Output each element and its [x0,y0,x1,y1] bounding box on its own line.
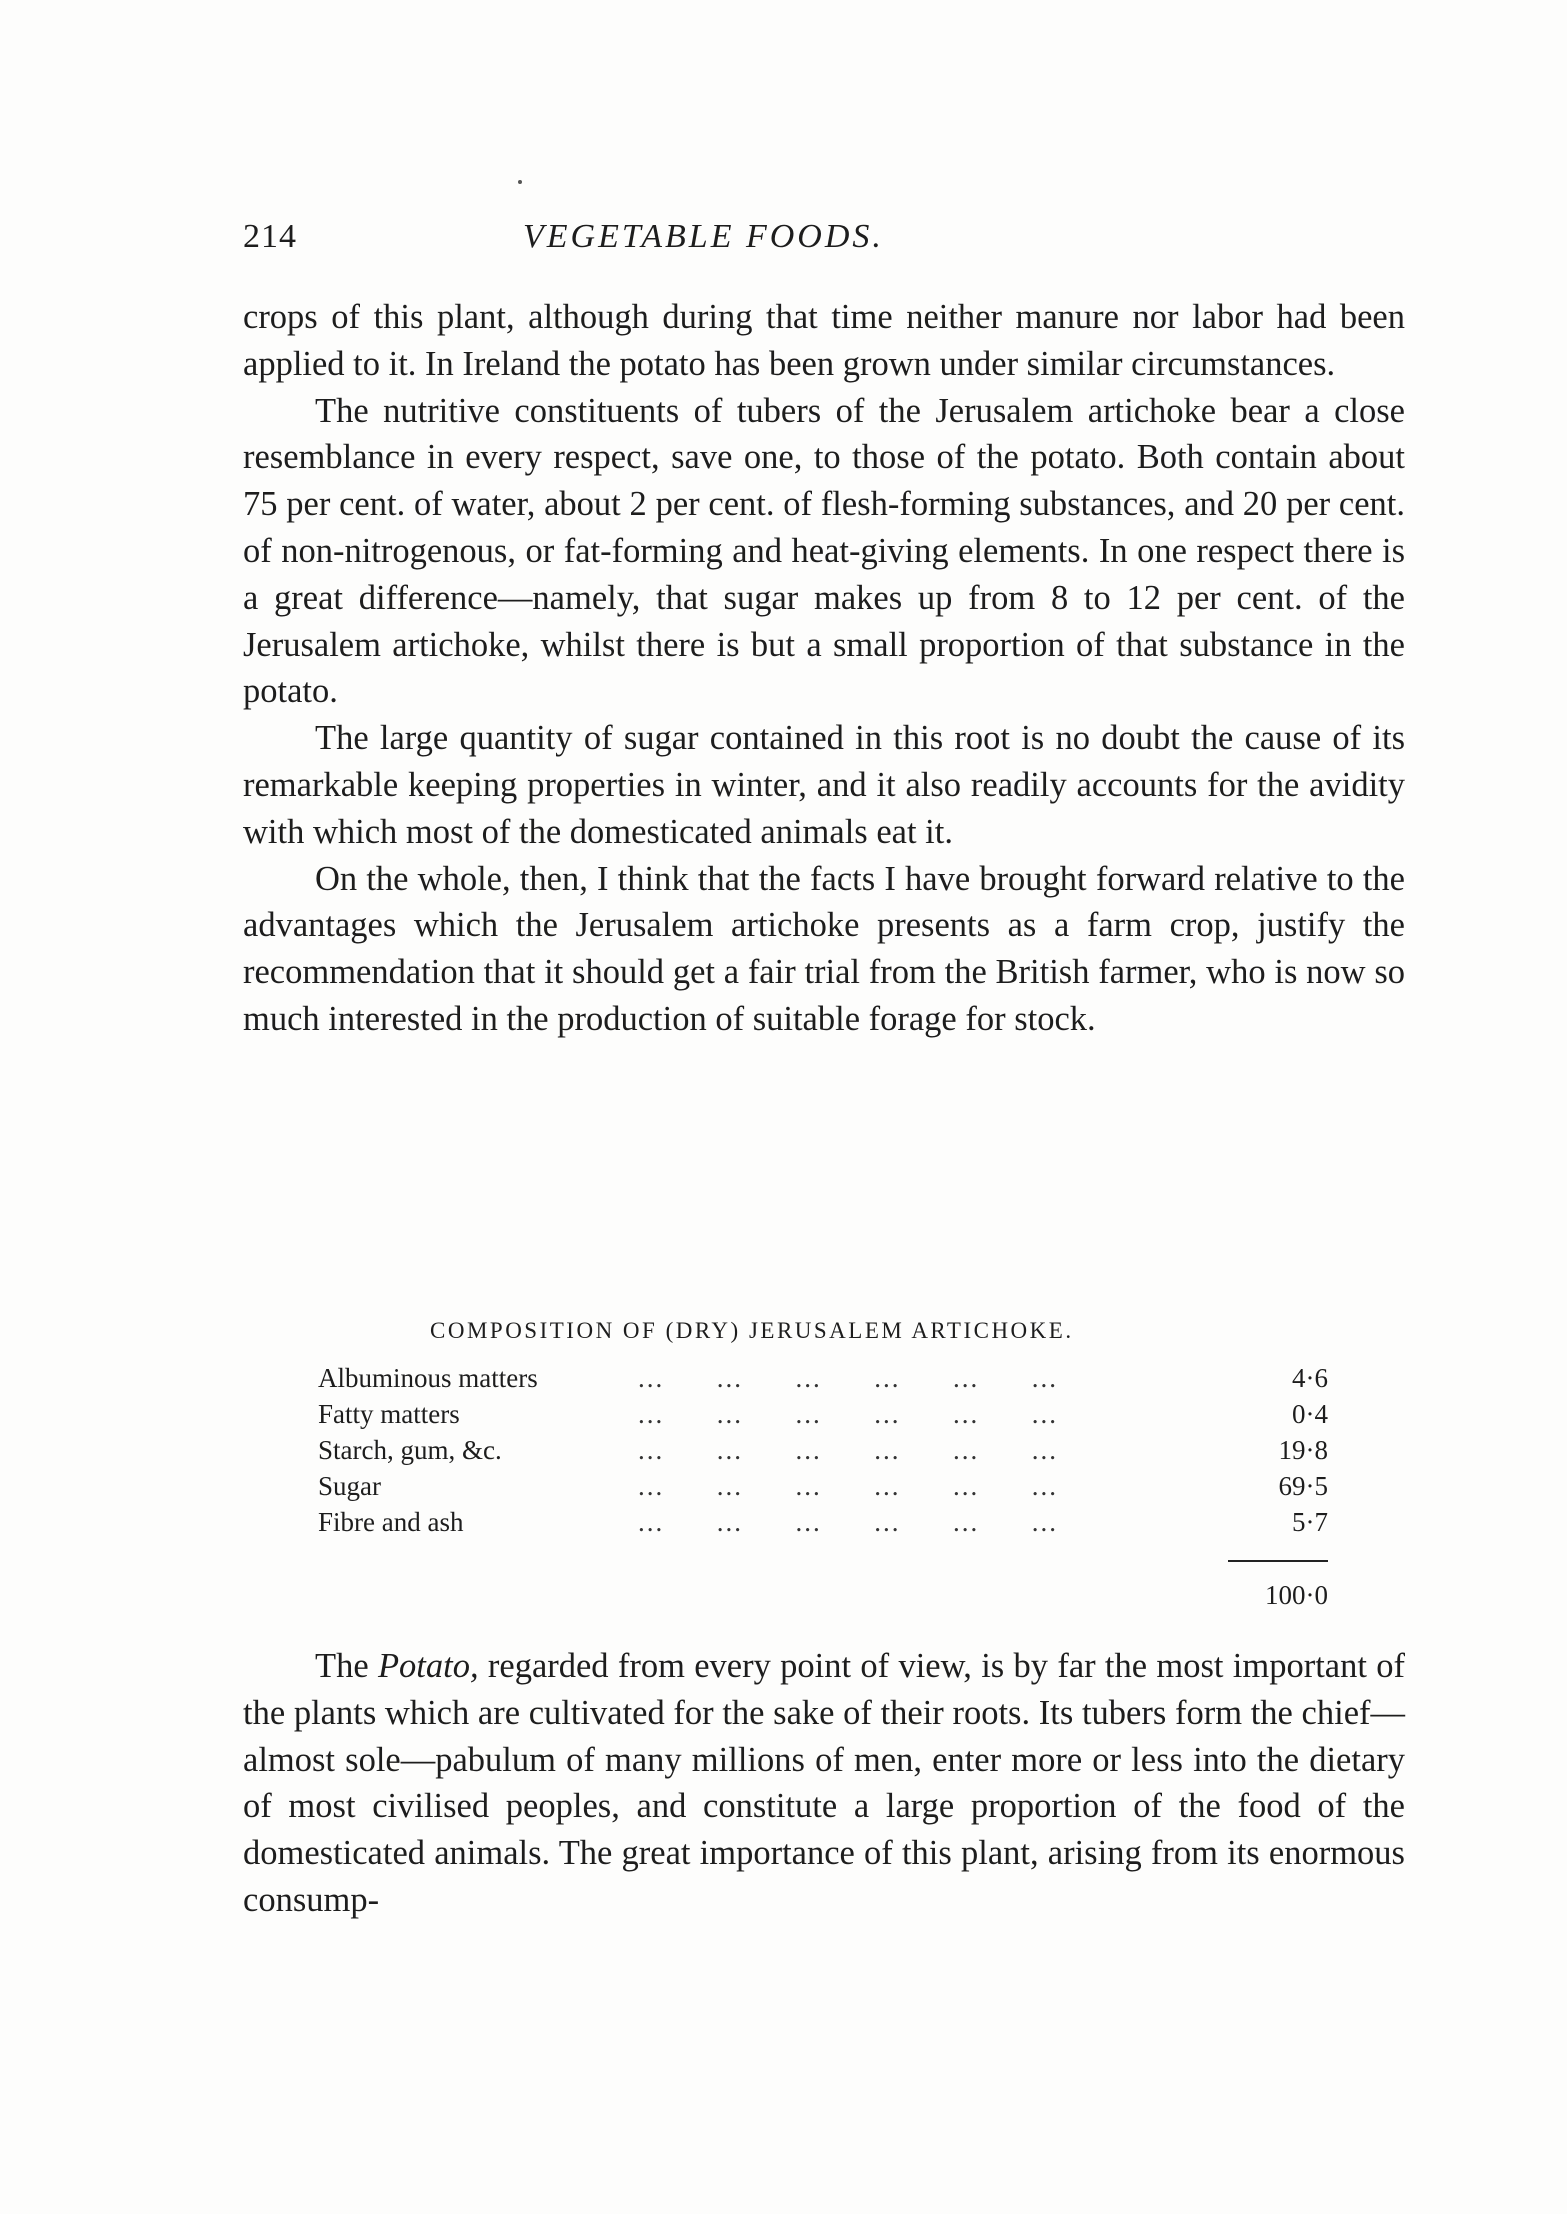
page-header [243,218,1323,268]
table-row [318,1471,1328,1507]
table-row [318,1435,1328,1471]
body-text-bottom [243,1643,1405,1924]
table-total: 100·0 [1265,1580,1328,1610]
dot-leaders: ... ... ... ... ... ... [638,1507,1058,1537]
paragraph [243,1643,1405,1924]
row-label: Fibre and ash [318,1507,464,1537]
paragraph-rest: regarded from every point of view, is by far the most important of the plants which are cultivated for the sake of their roots. Its tubers form the chief—almost sole—pabulum of many millions of men, enter more or less into the dietary of most civilised peoples, and constitute a large proportion of the food of the domesticated animals. The great importance of this plant, arising from its enormous consump- [243,1647,1405,1919]
paragraph: The nutritive constituents of tubers of the Jerusalem artichoke bear a close resemblance in every respect, save one, to those of the potato. Both contain about 75 per cent. of water, about 2 per cent. of flesh-forming substances, and 20 per cent. of non-nitrogenous, or fat-forming and heat-giving elements. In one respect there is a great difference—namely, that sugar makes up from 8 to 12 per cent. of the Jerusalem artichoke, whilst there is but a small proportion of that substance in the potato. [243,391,1405,711]
row-value: 69·5 [1278,1471,1328,1501]
paragraph-lead: The [315,1647,378,1685]
body-text-top [243,294,1405,1043]
paragraph: crops of this plant, although during that time neither manure nor labor had been applied to it. In Ireland the potato has been grown under similar circumstances. [243,298,1405,383]
dot-leaders: ... ... ... ... ... ... [638,1471,1058,1501]
composition-table [318,1363,1328,1543]
dot-leaders: ... ... ... ... ... ... [638,1399,1058,1429]
row-value: 0·4 [1292,1399,1328,1429]
paragraph: On the whole, then, I think that the facts I have brought forward relative to the advantages which the Jerusalem artichoke presents as a farm crop, justify the recommendation that it should get a fair trial from the British farmer, who is now so much interested in the production of suitable forage for stock. [243,859,1405,1038]
row-label: Sugar [318,1471,381,1501]
row-label: Albuminous matters [318,1363,538,1393]
print-speck [518,180,522,184]
running-title: VEGETABLE FOODS. [523,218,884,255]
row-label: Fatty matters [318,1399,460,1429]
row-value: 5·7 [1292,1507,1328,1537]
row-label: Starch, gum, &c. [318,1435,502,1465]
page-number: 214 [243,218,297,255]
dot-leaders: ... ... ... ... ... ... [638,1363,1058,1393]
row-value: 19·8 [1278,1435,1328,1465]
paragraph: The large quantity of sugar contained in this root is no doubt the cause of its remarkable keeping properties in winter, and it also readily accounts for the avidity with which most of the domesticated animals eat it. [243,719,1405,851]
dot-leaders: ... ... ... ... ... ... [638,1435,1058,1465]
table-row [318,1507,1328,1543]
table-title: COMPOSITION OF (DRY) JERUSALEM ARTICHOKE. [430,1318,1074,1343]
table-row [318,1363,1328,1399]
potato-emphasis: Potato, [377,1647,479,1685]
total-rule [1228,1560,1328,1562]
table-row [318,1399,1328,1435]
row-value: 4·6 [1292,1363,1328,1393]
